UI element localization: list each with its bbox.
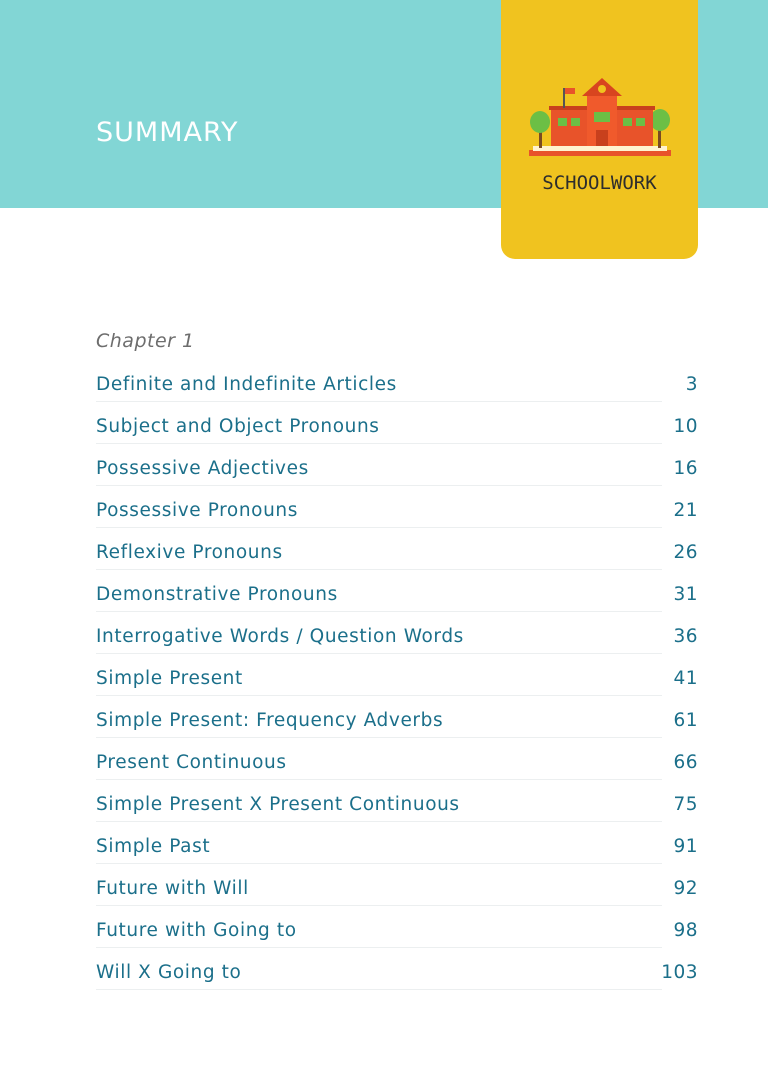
toc-entry-page: 75: [673, 794, 698, 815]
toc-entry[interactable]: [96, 364, 698, 406]
toc-entry-title: Interrogative Words / Question Words: [96, 626, 464, 647]
toc-entry-page: 31: [673, 584, 698, 605]
school-building-icon: [527, 74, 673, 166]
toc-entry[interactable]: [96, 490, 698, 532]
toc-entry-title: Simple Present: [96, 668, 243, 689]
toc-entry-title: Present Continuous: [96, 752, 287, 773]
toc-entry[interactable]: [96, 574, 698, 616]
toc-entry-page: 91: [673, 836, 698, 857]
toc-divider: [96, 821, 662, 822]
table-of-contents: [96, 364, 698, 994]
toc-divider: [96, 695, 662, 696]
toc-entry-page: 98: [673, 920, 698, 941]
toc-entry-title: Demonstrative Pronouns: [96, 584, 338, 605]
toc-entry-title: Possessive Adjectives: [96, 458, 309, 479]
toc-entry-title: Subject and Object Pronouns: [96, 416, 380, 437]
toc-divider: [96, 989, 662, 990]
toc-entry[interactable]: [96, 784, 698, 826]
toc-divider: [96, 653, 662, 654]
toc-entry-page: 10: [673, 416, 698, 437]
toc-entry-page: 16: [673, 458, 698, 479]
toc-entry-title: Possessive Pronouns: [96, 500, 298, 521]
toc-entry[interactable]: [96, 658, 698, 700]
toc-divider: [96, 527, 662, 528]
toc-entry-page: 21: [673, 500, 698, 521]
toc-entry-page: 3: [685, 374, 698, 395]
toc-entry-title: Simple Present X Present Continuous: [96, 794, 460, 815]
toc-entry[interactable]: [96, 952, 698, 994]
toc-entry[interactable]: [96, 910, 698, 952]
toc-divider: [96, 443, 662, 444]
chapter-heading: Chapter 1: [96, 330, 195, 352]
toc-entry[interactable]: [96, 868, 698, 910]
toc-entry-title: Simple Past: [96, 836, 211, 857]
toc-entry-title: Definite and Indefinite Articles: [96, 374, 397, 395]
toc-divider: [96, 905, 662, 906]
toc-entry[interactable]: [96, 700, 698, 742]
toc-divider: [96, 485, 662, 486]
toc-divider: [96, 863, 662, 864]
toc-divider: [96, 401, 662, 402]
toc-divider: [96, 611, 662, 612]
toc-divider: [96, 737, 662, 738]
toc-entry-title: Future with Will: [96, 878, 249, 899]
toc-entry-page: 26: [673, 542, 698, 563]
toc-entry-title: Reflexive Pronouns: [96, 542, 283, 563]
toc-entry-title: Future with Going to: [96, 920, 297, 941]
toc-entry-title: Simple Present: Frequency Adverbs: [96, 710, 444, 731]
toc-entry[interactable]: [96, 448, 698, 490]
schoolwork-badge: [501, 0, 698, 259]
toc-entry[interactable]: [96, 616, 698, 658]
badge-label: SCHOOLWORK: [542, 172, 657, 194]
toc-divider: [96, 947, 662, 948]
toc-divider: [96, 779, 662, 780]
toc-entry[interactable]: [96, 406, 698, 448]
toc-entry-page: 103: [661, 962, 698, 983]
toc-entry[interactable]: [96, 826, 698, 868]
page-title: SUMMARY: [96, 117, 239, 148]
toc-entry-title: Will X Going to: [96, 962, 242, 983]
toc-entry[interactable]: [96, 532, 698, 574]
toc-entry-page: 92: [673, 878, 698, 899]
toc-entry-page: 66: [673, 752, 698, 773]
toc-entry-page: 41: [673, 668, 698, 689]
toc-entry[interactable]: [96, 742, 698, 784]
toc-entry-page: 61: [673, 710, 698, 731]
toc-entry-page: 36: [673, 626, 698, 647]
toc-divider: [96, 569, 662, 570]
